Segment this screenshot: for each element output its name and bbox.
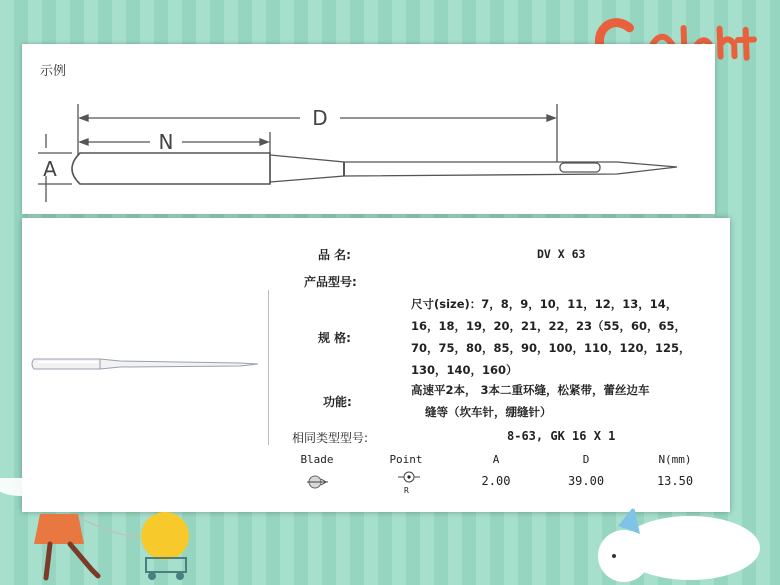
spec-line: 130，140，160）: [411, 363, 518, 377]
table-header: D: [582, 453, 590, 466]
value-a: 2.00: [481, 474, 511, 488]
point-mark: R: [404, 486, 409, 495]
similar-value: 8-63, GK 16 X 1: [507, 429, 616, 443]
dim-d-label: D: [312, 106, 328, 130]
name-label: 品 名:: [318, 248, 351, 262]
needle-diagram: [22, 44, 715, 214]
similar-label: 相同类型型号:: [292, 431, 369, 445]
decorative-illustrations: [0, 478, 780, 585]
table-header: A: [492, 453, 500, 466]
example-label: 示例: [40, 64, 67, 79]
name-value: DV X 63: [537, 247, 586, 261]
table-header: Point: [389, 453, 423, 466]
divider: [268, 290, 269, 445]
dim-a-label: A: [43, 157, 57, 181]
function-line: 缝等（坎车针，绷缝针）: [425, 405, 552, 419]
function-line: 高速平2本， 3本二重环缝，松紧带，蕾丝边车: [411, 383, 650, 397]
value-d: 39.00: [567, 474, 605, 488]
model-label: 产品型号:: [304, 275, 357, 289]
needle-photo: [30, 345, 262, 385]
spec-line: 70，75，80，85，90，100，110，120，125，: [411, 341, 691, 355]
spec-line: 尺寸(size)：7，8，9，10，11，12，13，14，: [411, 297, 678, 311]
spec-label: 规 格:: [318, 331, 351, 345]
spec-line: 16，18，19，20，21，22，23（55，60，65，: [411, 319, 687, 333]
value-n: 13.50: [656, 474, 694, 488]
table-header: N(mm): [658, 453, 692, 466]
function-label: 功能:: [323, 395, 352, 409]
dim-n-label: N: [158, 130, 174, 154]
table-header: Blade: [300, 453, 334, 466]
